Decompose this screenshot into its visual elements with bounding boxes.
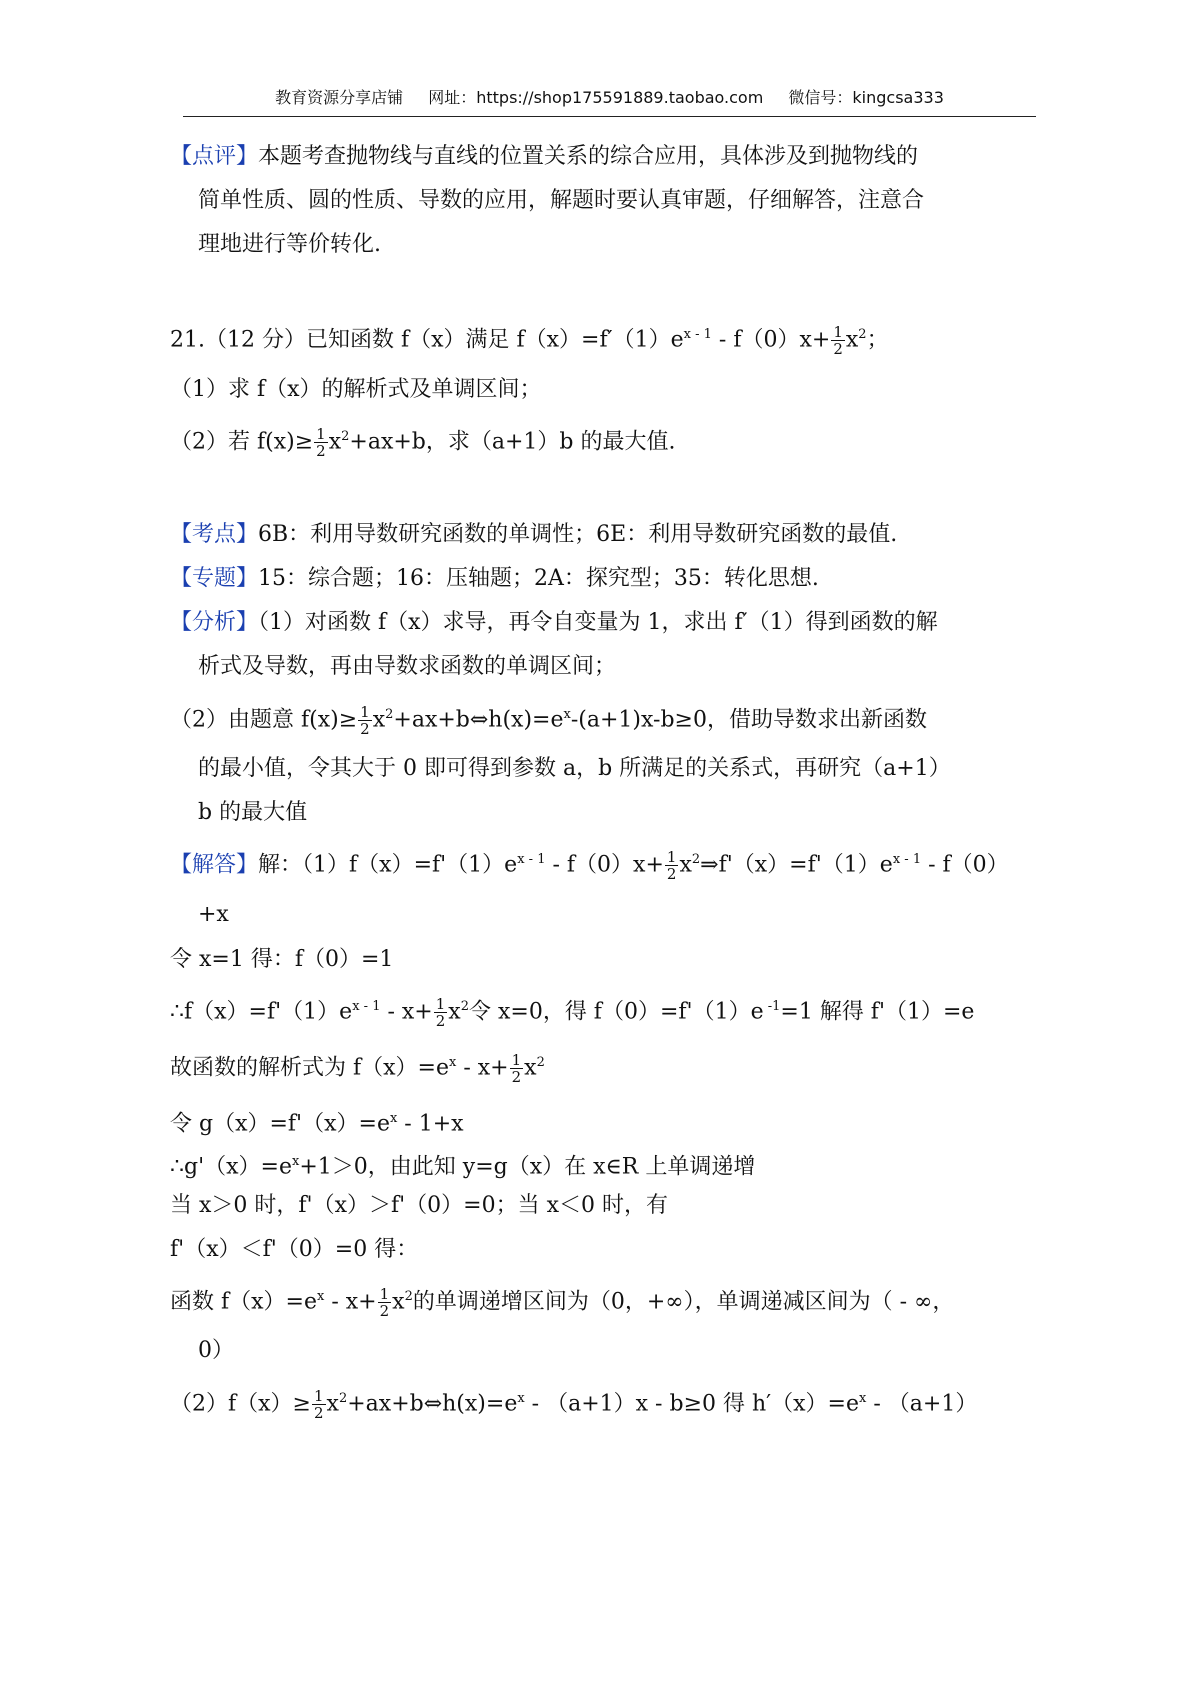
fraction: $\frac{1}{2}$ [511, 1050, 522, 1086]
question-1: （1）求 f（x）的解析式及单调区间； [170, 377, 542, 402]
jieda-line-8: 当 x＞0 时，f'（x）＞f'（0）=0；当 x＜0 时，有 [170, 1193, 668, 1218]
jieda-line-10: 函数 $f(x)=e^x - x+$ $\frac{1}{2}$ $x^2$的单调递增区间为（0，+∞），单调递减区间为（ - ∞， [170, 1284, 955, 1320]
jieda-line-11: 0） [198, 1338, 234, 1363]
zhuanti-line: 【专题】15：综合题；16：压轴题；2A：探究型；35：转化思想. [170, 566, 819, 591]
question-2: （2）若 f(x)≥ $\frac{1}{2}$ $x^2+ax+b$，求（a+1）b 的最大值. [170, 424, 676, 460]
fraction: $\frac{1}{2}$ [833, 322, 843, 358]
jieda-line-7: $\therefore g'(x)=e^x+1>0$，由此知 y=g（x）在 x∈R 上单调递增 [170, 1154, 756, 1180]
jieda-line-1: 【解答】解：$(1)f(x)=f'(1)e^{x - 1} - f(0)x+$ $\frac{1}{2}$ $x^2\Rightarrow f'(x)=f'(1)e^{x - 1} - f(0)$ [170, 847, 1009, 883]
jieda-line-9: f'（x）＜f'（0）=0 得： [170, 1237, 419, 1262]
fenxi-line-1: 【分析】（1）对函数 f（x）求导，再令自变量为 1，求出 f′（1）得到函数的解 [170, 610, 938, 635]
zhuanti-tag: 【专题】 [170, 566, 259, 591]
fraction: $\frac{1}{2}$ [435, 994, 446, 1030]
shop-url: 网址：https://shop175591889.taobao.com [428, 88, 764, 107]
comment-line-3: 理地进行等价转化. [198, 232, 381, 257]
problem-stem: 21.（12 分）已知函数 f（x）满足 $f(x)=f'(1)e^{x - 1} - f(0)x+$ $\frac{1}{2}$ $x^2$； [170, 322, 889, 358]
jieda-line-6: 令 $g(x)=f'(x)=e^x - 1+x$ [170, 1111, 464, 1137]
fraction: $\frac{1}{2}$ [313, 1386, 324, 1422]
fraction: $\frac{1}{2}$ [666, 847, 677, 883]
comment-line-1: 【点评】本题考查抛物线与直线的位置关系的综合应用，具体涉及到抛物线的 [170, 144, 919, 169]
fraction: $\frac{1}{2}$ [360, 702, 370, 738]
shop-name: 教育资源分享店铺 [275, 88, 404, 107]
wechat-id: 微信号：kingcsa333 [788, 88, 944, 107]
page-header [183, 86, 1036, 117]
fenxi-line-3: （2）由题意 f(x)≥ $\frac{1}{2}$ $x^2+ax+b\Leftrightarrow h(x)=e^x-(a+1)x-b\ge 0$，借助导数求出新函数 [170, 702, 927, 738]
jieda-tag: 【解答】 [170, 852, 259, 878]
fenxi-line-2: 析式及导数，再由导数求函数的单调区间； [198, 654, 617, 679]
fenxi-tag: 【分析】 [170, 610, 259, 635]
kaodian-tag: 【考点】 [170, 522, 259, 547]
kaodian-line: 【考点】6B：利用导数研究函数的单调性；6E：利用导数研究函数的最值. [170, 522, 898, 547]
fenxi-line-5: b 的最大值 [198, 800, 308, 825]
jieda-line-3: 令 x=1 得：f（0）=1 [170, 947, 394, 972]
fraction: $\frac{1}{2}$ [316, 424, 326, 460]
comment-line-2: 简单性质、圆的性质、导数的应用，解题时要认真审题，仔细解答，注意合 [198, 188, 925, 213]
fraction: $\frac{1}{2}$ [379, 1284, 390, 1320]
comment-tag: 【点评】 [170, 144, 259, 169]
jieda-line-5: 故函数的解析式为 $f(x)=e^x - x+$ $\frac{1}{2}$ $x^2$ [170, 1050, 545, 1086]
jieda-line-12: （2）f（x）≥ $\frac{1}{2}$ $x^2+ax+b\Leftrightarrow h(x)=e^x - (a+1)x - b\ge 0$ 得 $h'(x)=e^x - (a+1)$ [170, 1386, 978, 1422]
fenxi-line-4: 的最小值，令其大于 0 即可得到参数 a，b 所满足的关系式，再研究（a+1） [198, 756, 951, 781]
jieda-line-2: +x [198, 902, 229, 927]
jieda-line-4: $\therefore f(x)=f'(1)e^{x - 1} - x+$ $\frac{1}{2}$ $x^2$令 x=0，得 f（0）=f'（1）e $^{-1}$=1 解得 f'（1）=e [170, 994, 975, 1030]
